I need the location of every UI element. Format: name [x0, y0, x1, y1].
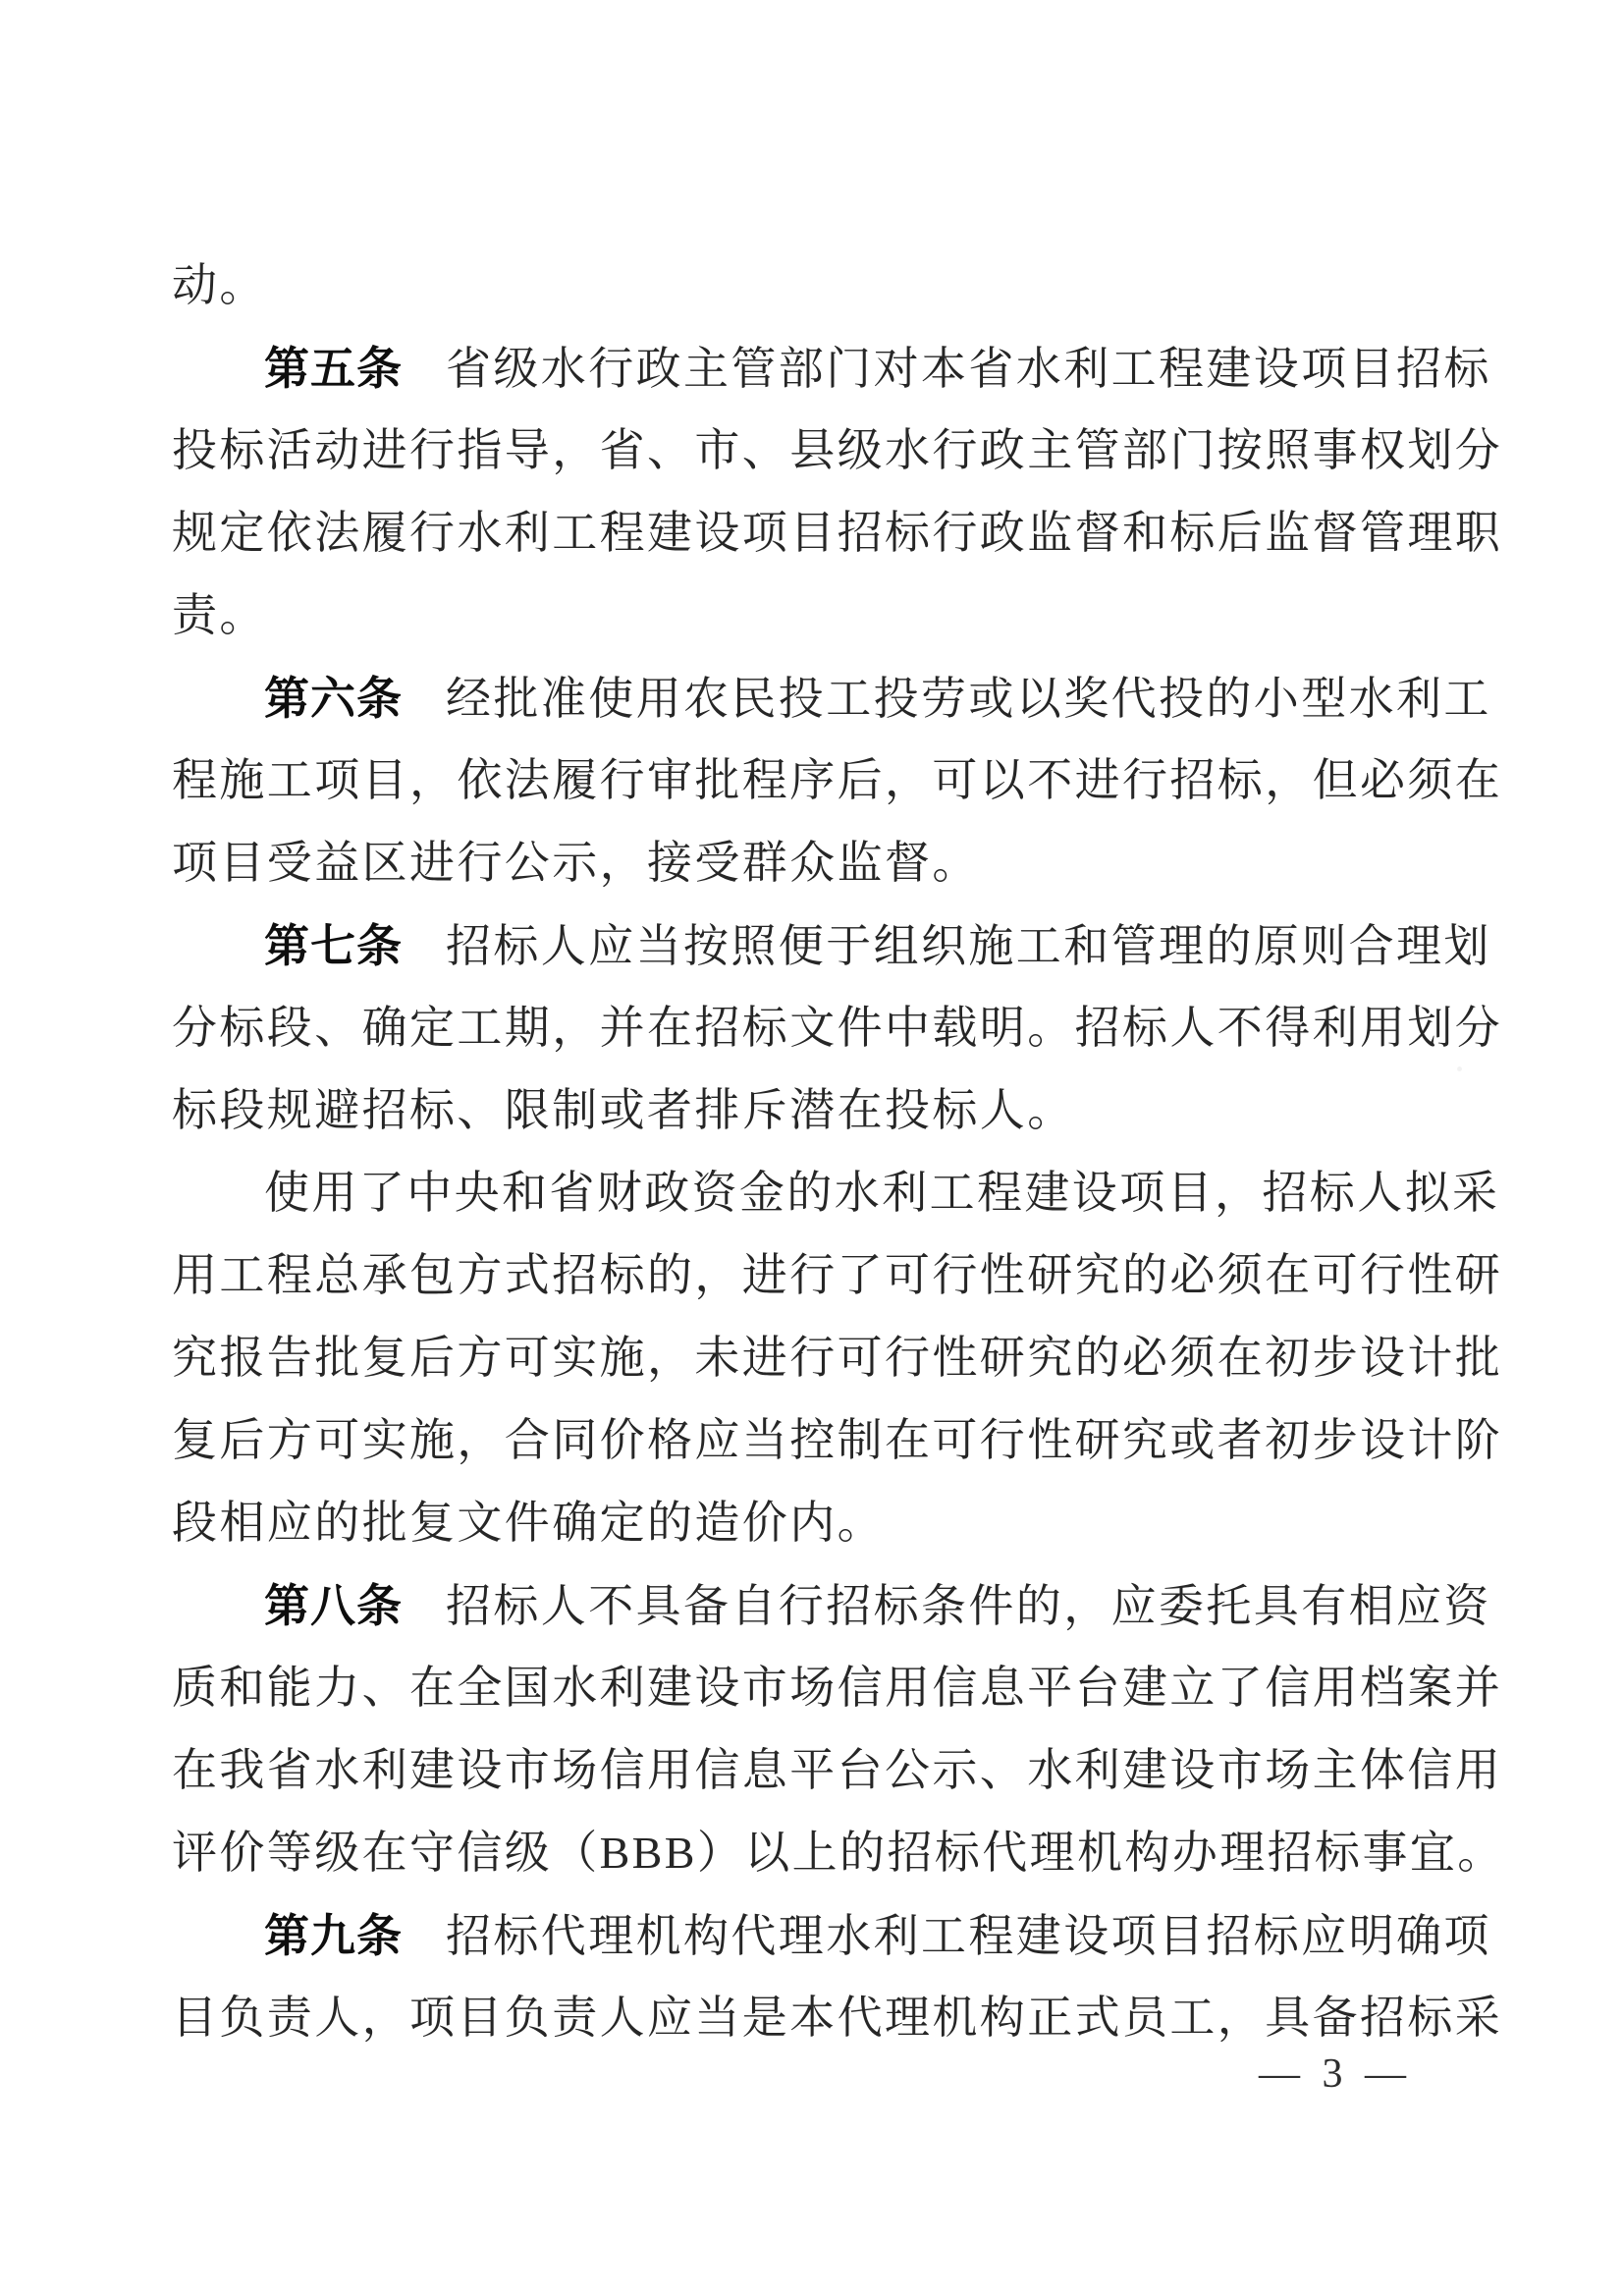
line-text: 程施工项目，依法履行审批程序后，可以不进行招标，但必须在 — [172, 755, 1503, 805]
doc-line — [172, 1069, 1453, 1152]
doc-line — [172, 1234, 1503, 1317]
scan-speck — [1457, 1066, 1462, 1071]
line-text: 经批准使用农民投工投劳或以奖代投的小型水利工 — [446, 674, 1491, 724]
article-6-label: 第六条 — [264, 673, 403, 724]
doc-line — [172, 822, 1453, 904]
line-text: 在我省水利建设市场信用信息平台公示、水利建设市场主体信用 — [172, 1745, 1503, 1795]
doc-line-article-9 — [172, 1894, 1491, 1977]
line-text: 究报告批复后方可实施，未进行可行性研究的必须在初步设计批 — [172, 1333, 1503, 1383]
doc-line-article-5 — [172, 327, 1491, 410]
doc-line — [172, 739, 1503, 822]
line-text: 招标人应当按照便于组织施工和管理的原则合理划 — [446, 921, 1491, 971]
line-text: 使用了中央和省财政资金的水利工程建设项目，招标人拟采 — [264, 1168, 1500, 1218]
page-number: — 3 — — [1259, 2051, 1412, 2097]
line-text: 标段规避招标、限制或者排斥潜在投标人。 — [172, 1085, 1075, 1135]
doc-line — [172, 1482, 1453, 1564]
line-text: 招标人不具备自行招标条件的，应委托具有相应资 — [446, 1581, 1491, 1631]
line-text: 规定依法履行水利工程建设项目招标行政监督和标后监督管理职 — [172, 508, 1503, 558]
label-gap — [403, 1620, 446, 1621]
doc-line — [172, 1977, 1503, 2059]
label-gap — [403, 713, 446, 714]
doc-line — [172, 492, 1503, 574]
article-7-label: 第七条 — [264, 920, 403, 971]
line-text: 分标段、确定工期，并在招标文件中载明。招标人不得利用划分 — [172, 1003, 1503, 1053]
doc-line — [172, 245, 1453, 327]
doc-line — [172, 574, 1453, 657]
doc-line-article-7 — [172, 904, 1491, 987]
doc-line — [172, 410, 1503, 492]
article-8-label: 第八条 — [264, 1580, 403, 1631]
line-text: 责。 — [172, 590, 267, 640]
scan-speck — [1490, 1021, 1496, 1027]
doc-line — [172, 1812, 1505, 1894]
line-text: 用工程总承包方式招标的，进行了可行性研究的必须在可行性研 — [172, 1250, 1503, 1300]
article-5-label: 第五条 — [264, 343, 403, 394]
line-text: 目负责人，项目负责人应当是本代理机构正式员工，具备招标采 — [172, 1993, 1503, 2043]
doc-line — [172, 1317, 1503, 1399]
line-text: 段相应的批复文件确定的造价内。 — [172, 1498, 885, 1548]
line-text: 招标代理机构代理水利工程建设项目招标应明确项 — [446, 1911, 1491, 1961]
line-text: 项目受益区进行公示，接受群众监督。 — [172, 838, 980, 888]
line-text: 复后方可实施，合同价格应当控制在可行性研究或者初步设计阶 — [172, 1415, 1503, 1465]
label-gap — [403, 1950, 446, 1951]
label-gap — [403, 383, 446, 384]
article-9-label: 第九条 — [264, 1910, 403, 1961]
doc-line — [172, 1729, 1503, 1812]
doc-line — [172, 1152, 1500, 1234]
doc-line — [172, 1647, 1503, 1729]
line-text: 动。 — [172, 260, 267, 310]
line-text: 省级水行政主管部门对本省水利工程建设项目招标 — [446, 344, 1491, 394]
doc-line-article-8 — [172, 1564, 1491, 1647]
doc-line — [172, 1399, 1503, 1482]
line-text: 评价等级在守信级（BBB）以上的招标代理机构办理招标事宜。 — [172, 1828, 1505, 1878]
document-body — [172, 245, 1505, 2059]
doc-line-article-6 — [172, 657, 1491, 739]
line-text: 质和能力、在全国水利建设市场信用信息平台建立了信用档案并 — [172, 1663, 1503, 1713]
line-text: 投标活动进行指导，省、市、县级水行政主管部门按照事权划分 — [172, 425, 1503, 475]
doc-line — [172, 987, 1503, 1069]
label-gap — [403, 960, 446, 961]
